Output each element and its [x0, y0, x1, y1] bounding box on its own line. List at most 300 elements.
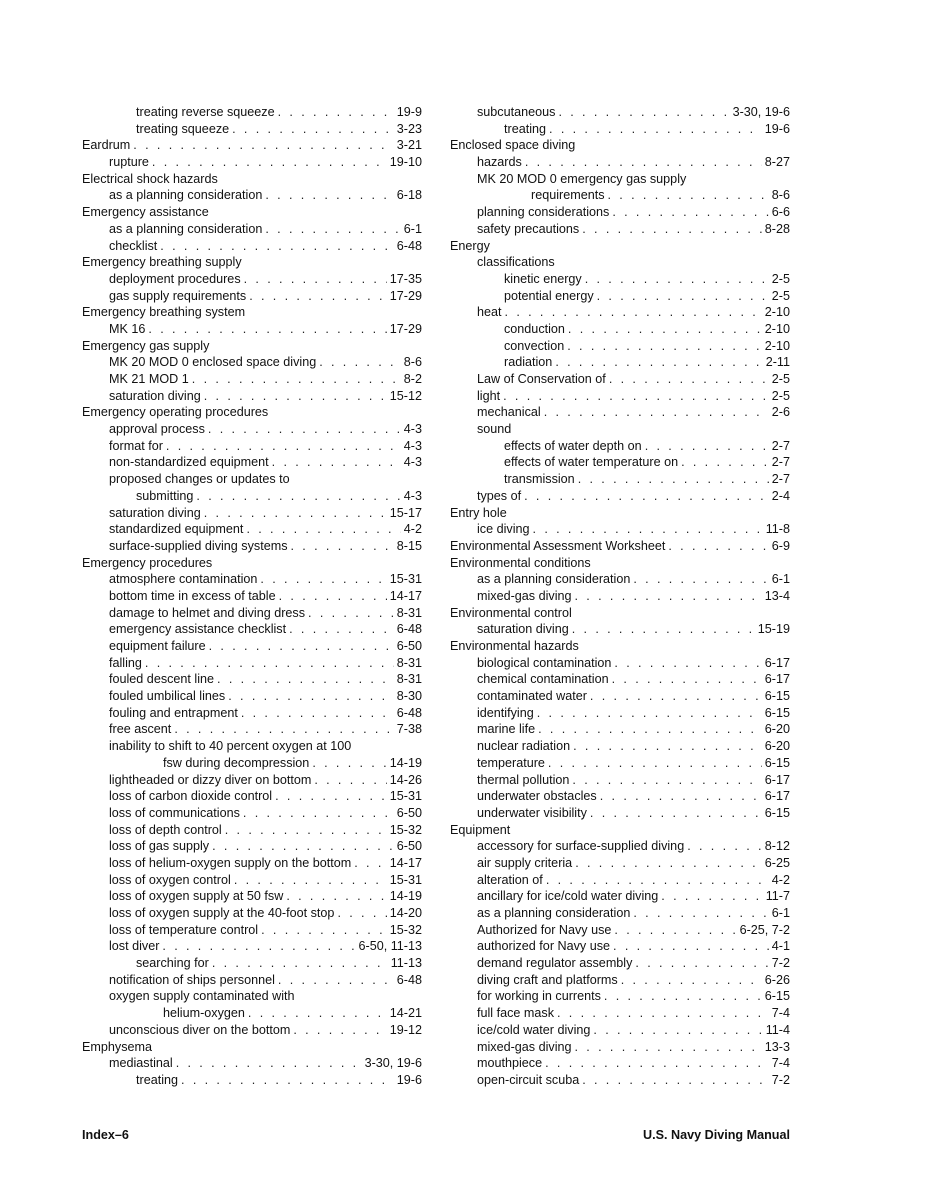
dot-leader — [279, 588, 387, 605]
index-term: gas supply requirements — [109, 288, 247, 303]
index-term: helium-oxygen — [163, 1006, 245, 1021]
dot-leader — [582, 1072, 769, 1089]
index-entry — [82, 454, 422, 471]
index-term: Energy — [450, 238, 490, 253]
dot-leader — [133, 137, 393, 154]
index-page-ref: 15-32 — [389, 822, 422, 837]
page-number: Index–6 — [82, 1128, 129, 1142]
dot-leader — [590, 688, 762, 705]
index-term: MK 21 MOD 1 — [109, 372, 189, 386]
dot-leader — [148, 321, 386, 338]
index-term: underwater visibility — [477, 805, 587, 820]
index-page-ref: 2-7 — [771, 472, 790, 487]
index-page-ref: 6-17 — [764, 772, 790, 787]
index-term: accessory for surface-supplied diving — [477, 839, 685, 854]
index-entry — [82, 221, 422, 238]
dot-leader — [166, 438, 401, 455]
index-entry — [450, 104, 790, 121]
index-page-ref: 8-12 — [764, 839, 790, 854]
index-term: alteration of — [477, 872, 543, 887]
index-page-ref: 6-50 — [396, 805, 422, 820]
index-entry — [82, 438, 422, 455]
index-page-ref: 6-15 — [764, 989, 790, 1004]
index-term: open-circuit scuba — [477, 1072, 580, 1087]
dot-leader — [278, 972, 394, 989]
index-term: submitting — [136, 488, 194, 503]
index-term: lightheaded or dizzy diver on bottom — [109, 772, 312, 787]
index-entry — [450, 755, 790, 772]
index-page-ref: 11-7 — [765, 889, 790, 904]
index-term: Emergency breathing supply — [82, 255, 242, 270]
dot-leader — [608, 187, 769, 204]
index-term: Environmental hazards — [450, 639, 579, 653]
index-term: free ascent — [109, 722, 172, 737]
index-term: equipment failure — [109, 639, 206, 653]
index-term: Environmental conditions — [450, 555, 591, 570]
index-page-ref: 14-17 — [389, 855, 422, 870]
index-page-ref: 19-6 — [396, 1072, 422, 1087]
index-page-ref: 7-2 — [771, 956, 790, 971]
index-column-right — [450, 104, 790, 1089]
index-entry — [82, 1072, 422, 1089]
index-page-ref: 6-15 — [764, 805, 790, 820]
index-entry — [450, 822, 790, 839]
index-entry — [82, 321, 422, 338]
index-entry — [82, 988, 422, 1005]
index-page-ref: 6-50, 11-13 — [358, 939, 422, 954]
index-page-ref: 6-26 — [764, 972, 790, 987]
index-entry — [450, 471, 790, 488]
index-entry — [450, 1055, 790, 1072]
index-term: diving craft and platforms — [477, 972, 618, 987]
index-entry — [450, 304, 790, 321]
document-title: U.S. Navy Diving Manual — [643, 1128, 790, 1142]
index-entry — [82, 238, 422, 255]
index-term: effects of water depth on — [504, 438, 642, 453]
index-page-ref: 15-17 — [389, 505, 422, 520]
index-term: sound — [477, 422, 512, 437]
index-entry — [82, 655, 422, 672]
index-page-ref: 7-38 — [396, 722, 422, 737]
index-page-ref: 2-5 — [771, 288, 790, 303]
dot-leader — [272, 454, 401, 471]
index-term: Emergency breathing system — [82, 305, 246, 320]
index-entry — [82, 1055, 422, 1072]
index-page-ref: 14-19 — [389, 755, 422, 770]
index-term: treating — [136, 1072, 179, 1087]
index-page-ref: 6-25 — [764, 855, 790, 870]
index-page-ref: 6-48 — [396, 622, 422, 637]
index-entry — [450, 388, 790, 405]
index-entry — [82, 1022, 422, 1039]
index-term: mediastinal — [109, 1056, 173, 1071]
index-entry — [82, 1039, 422, 1056]
index-term: standardized equipment — [109, 522, 244, 537]
index-term: light — [477, 388, 501, 403]
dot-leader — [204, 505, 387, 522]
index-term: searching for — [136, 956, 209, 971]
index-entry — [450, 621, 790, 638]
index-page-ref: 13-4 — [764, 588, 790, 603]
index-page-ref: 3-21 — [396, 138, 422, 153]
dot-leader — [572, 772, 761, 789]
index-term: MK 20 MOD 0 emergency gas supply — [477, 171, 687, 186]
index-term: for working in currents — [477, 989, 601, 1004]
index-entry — [450, 988, 790, 1005]
index-page-ref: 6-50 — [396, 639, 422, 653]
index-term: unconscious diver on the bottom — [109, 1022, 291, 1037]
index-page-ref: 15-32 — [389, 922, 422, 937]
index-entry — [82, 354, 422, 371]
dot-leader — [212, 838, 394, 855]
index-entry — [82, 621, 422, 638]
index-term: Emergency procedures — [82, 555, 213, 570]
index-term: subcutaneous — [477, 105, 556, 119]
dot-leader — [234, 872, 387, 889]
index-page-ref: 4-2 — [403, 522, 422, 537]
dot-leader — [575, 1039, 762, 1056]
index-entry — [450, 187, 790, 204]
index-entry — [82, 271, 422, 288]
index-term: falling — [109, 655, 142, 670]
dot-leader — [160, 238, 393, 255]
index-term: authorized for Navy use — [477, 939, 611, 954]
dot-leader — [174, 721, 393, 738]
index-page-ref: 6-20 — [764, 722, 790, 737]
index-page-ref: 4-3 — [403, 488, 422, 503]
index-term: damage to helmet and diving dress — [109, 605, 306, 620]
index-entry — [450, 271, 790, 288]
index-entry — [450, 738, 790, 755]
index-term: MK 20 MOD 0 enclosed space diving — [109, 355, 317, 370]
index-term: fsw during decompression — [163, 755, 310, 770]
index-entry — [82, 772, 422, 789]
index-entry — [82, 488, 422, 505]
index-page-ref: 17-35 — [389, 271, 422, 286]
index-term: emergency assistance checklist — [109, 622, 287, 637]
index-entry — [450, 555, 790, 572]
index-page-ref: 7-4 — [771, 1056, 790, 1071]
index-term: loss of helium-oxygen supply on the bottom — [109, 855, 352, 870]
index-page-ref: 4-3 — [403, 422, 422, 437]
dot-leader — [590, 805, 762, 822]
dot-leader — [538, 721, 762, 738]
index-entry — [450, 404, 790, 421]
index-page-ref: 6-9 — [771, 538, 790, 553]
index-term: non-standardized equipment — [109, 455, 269, 470]
dot-leader — [152, 154, 387, 171]
index-entry — [82, 755, 422, 772]
dot-leader — [575, 588, 762, 605]
index-term: full face mask — [477, 1006, 554, 1021]
dot-leader — [248, 1005, 387, 1022]
index-entry — [82, 421, 422, 438]
index-page-ref: 8-6 — [771, 188, 790, 203]
index-term: potential energy — [504, 288, 594, 303]
index-page-ref: 8-30 — [396, 689, 422, 704]
index-page-ref: 15-31 — [389, 872, 422, 887]
index-term: mixed-gas diving — [477, 588, 572, 603]
dot-leader — [308, 605, 394, 622]
dot-leader — [244, 271, 387, 288]
index-entry — [450, 671, 790, 688]
index-term: lost diver — [109, 939, 160, 954]
dot-leader — [546, 872, 769, 889]
dot-leader — [249, 288, 387, 305]
index-page-ref: 4-1 — [771, 939, 790, 954]
index-page-ref: 6-48 — [396, 705, 422, 720]
index-entry — [82, 121, 422, 138]
dot-leader — [593, 1022, 762, 1039]
index-entry — [450, 688, 790, 705]
index-entry — [82, 721, 422, 738]
index-term: loss of temperature control — [109, 922, 259, 937]
dot-leader — [314, 772, 386, 789]
index-page-ref: 8-31 — [396, 655, 422, 670]
index-term: fouling and entrapment — [109, 705, 238, 720]
index-page-ref: 19-6 — [764, 121, 790, 136]
dot-leader — [687, 838, 762, 855]
index-page-ref: 6-18 — [396, 188, 422, 203]
dot-leader — [319, 354, 401, 371]
dot-leader — [612, 671, 762, 688]
index-entry — [82, 955, 422, 972]
dot-leader — [613, 938, 769, 955]
dot-leader — [312, 755, 386, 772]
index-term: temperature — [477, 755, 545, 770]
index-term: kinetic energy — [504, 271, 582, 286]
index-entry — [82, 338, 422, 355]
index-term: treating — [504, 121, 547, 136]
index-term: ancillary for ice/cold water diving — [477, 889, 659, 904]
index-entry — [82, 671, 422, 688]
dot-leader — [505, 304, 762, 321]
dot-leader — [261, 922, 387, 939]
dot-leader — [354, 855, 387, 872]
index-entry — [82, 371, 422, 388]
dot-leader — [575, 855, 762, 872]
dot-leader — [604, 988, 762, 1005]
index-page-ref: 2-7 — [771, 438, 790, 453]
index-term: mechanical — [477, 405, 541, 420]
index-term: Environmental control — [450, 605, 572, 620]
index-term: oxygen supply contaminated with — [109, 989, 295, 1004]
index-page-ref: 6-17 — [764, 655, 790, 670]
index-entry — [450, 938, 790, 955]
index-term: Emergency assistance — [82, 205, 209, 220]
dot-leader — [524, 488, 769, 505]
index-term: chemical contamination — [477, 672, 609, 687]
index-page-ref: 6-50 — [396, 839, 422, 854]
index-term: fouled umbilical lines — [109, 689, 226, 704]
index-entry — [450, 1039, 790, 1056]
index-entry — [82, 738, 422, 755]
index-page-ref: 11-13 — [390, 956, 422, 971]
index-page-ref: 2-10 — [764, 305, 790, 320]
index-page-ref: 13-3 — [764, 1039, 790, 1054]
index-term: surface-supplied diving systems — [109, 538, 288, 553]
dot-leader — [614, 655, 761, 672]
dot-leader — [265, 221, 400, 238]
index-entry — [450, 805, 790, 822]
index-page-ref: 17-29 — [389, 288, 422, 303]
index-entry — [82, 588, 422, 605]
index-page-ref: 8-28 — [764, 221, 790, 236]
index-page-ref: 2-7 — [771, 455, 790, 470]
index-entry — [82, 805, 422, 822]
dot-leader — [609, 371, 769, 388]
index-page-ref: 6-15 — [764, 705, 790, 720]
index-term: deployment procedures — [109, 271, 241, 286]
dot-leader — [633, 571, 768, 588]
index-entry — [82, 638, 422, 655]
index-term: as a planning consideration — [109, 188, 263, 203]
index-entry — [450, 171, 790, 188]
index-entry — [82, 822, 422, 839]
index-term: ice/cold water diving — [477, 1022, 591, 1037]
dot-leader — [600, 788, 762, 805]
dot-leader — [181, 1072, 394, 1089]
index-term: loss of oxygen supply at the 40-foot stop — [109, 906, 335, 920]
index-term: bottom time in excess of table — [109, 588, 276, 603]
dot-leader — [503, 388, 769, 405]
index-entry — [450, 888, 790, 905]
index-entry — [82, 972, 422, 989]
index-page-ref: 4-3 — [403, 455, 422, 470]
index-entry — [82, 688, 422, 705]
index-entry — [82, 705, 422, 722]
index-entry — [450, 588, 790, 605]
index-term: biological contamination — [477, 655, 612, 670]
index-term: inability to shift to 40 percent oxygen at 100 — [109, 739, 352, 754]
dot-leader — [337, 905, 386, 922]
index-page-ref: 6-1 — [403, 221, 422, 236]
index-page-ref: 8-27 — [764, 155, 790, 170]
dot-leader — [585, 271, 769, 288]
dot-leader — [568, 321, 762, 338]
index-entry — [450, 154, 790, 171]
index-entry — [450, 788, 790, 805]
dot-leader — [225, 822, 387, 839]
index-term: effects of water temperature on — [504, 455, 679, 470]
index-entry — [450, 922, 790, 939]
index-entry — [82, 905, 422, 922]
index-entry — [450, 872, 790, 889]
dot-leader — [293, 1022, 386, 1039]
dot-leader — [582, 221, 762, 238]
index-page-ref: 6-15 — [764, 755, 790, 770]
dot-leader — [212, 955, 388, 972]
index-entry — [450, 421, 790, 438]
index-term: approval process — [109, 422, 205, 437]
index-term: MK 16 — [109, 321, 146, 336]
index-entry — [450, 1005, 790, 1022]
dot-leader — [232, 121, 394, 138]
index-term: conduction — [504, 321, 565, 336]
index-term: mouthpiece — [477, 1056, 543, 1071]
index-entry — [450, 538, 790, 555]
index-term: Equipment — [450, 822, 511, 837]
index-entry — [450, 338, 790, 355]
index-page-ref: 11-4 — [765, 1022, 790, 1037]
index-entry — [450, 838, 790, 855]
index-page-ref: 3-23 — [396, 121, 422, 136]
index-entry — [450, 288, 790, 305]
index-page-ref: 8-15 — [396, 538, 422, 553]
index-term: atmosphere contamination — [109, 572, 258, 587]
dot-leader — [545, 1055, 769, 1072]
index-page-ref: 6-17 — [764, 672, 790, 687]
index-term: convection — [504, 338, 565, 353]
dot-leader — [633, 905, 768, 922]
index-entry — [450, 1022, 790, 1039]
dot-leader — [286, 888, 386, 905]
index-entry — [82, 605, 422, 622]
index-term: checklist — [109, 238, 158, 253]
index-page-ref: 6-6 — [771, 205, 790, 220]
index-term: classifications — [477, 255, 555, 270]
index-entry — [450, 254, 790, 271]
index-page-ref: 15-31 — [389, 789, 422, 804]
index-page-ref: 14-21 — [389, 1006, 422, 1021]
dot-leader — [246, 521, 400, 538]
index-term: planning considerations — [477, 205, 610, 220]
dot-leader — [661, 888, 762, 905]
index-entry — [450, 972, 790, 989]
index-page-ref: 6-1 — [771, 572, 790, 587]
dot-leader — [243, 805, 394, 822]
index-page-ref: 15-19 — [757, 622, 790, 637]
index-entry — [82, 571, 422, 588]
index-term: notification of ships personnel — [109, 972, 275, 987]
index-entry — [82, 154, 422, 171]
index-term: as a planning consideration — [477, 906, 631, 920]
index-page-ref: 14-26 — [389, 772, 422, 787]
dot-leader — [567, 338, 762, 355]
dot-leader — [668, 538, 768, 555]
index-entry — [82, 137, 422, 154]
dot-leader — [228, 688, 394, 705]
dot-leader — [241, 705, 394, 722]
dot-leader — [621, 972, 762, 989]
index-entry — [450, 605, 790, 622]
index-entry — [450, 221, 790, 238]
index-term: format for — [109, 438, 163, 453]
dot-leader — [196, 488, 400, 505]
dot-leader — [217, 671, 394, 688]
index-entry — [450, 488, 790, 505]
index-entry — [82, 104, 422, 121]
index-entry — [450, 571, 790, 588]
index-term: Electrical shock hazards — [82, 171, 218, 186]
dot-leader — [162, 938, 355, 955]
index-term: underwater obstacles — [477, 789, 597, 804]
index-entry — [82, 888, 422, 905]
index-term: Enclosed space diving — [450, 138, 576, 153]
index-term: requirements — [531, 188, 605, 203]
dot-leader — [555, 354, 762, 371]
dot-leader — [204, 388, 387, 405]
index-term: nuclear radiation — [477, 739, 571, 754]
index-term: types of — [477, 488, 522, 503]
index-term: air supply criteria — [477, 855, 573, 870]
index-page-ref: 14-19 — [389, 889, 422, 904]
dot-leader — [572, 621, 755, 638]
index-term: Eardrum — [82, 138, 131, 153]
index-term: loss of oxygen supply at 50 fsw — [109, 889, 284, 904]
dot-leader — [635, 955, 768, 972]
index-page-ref: 8-31 — [396, 672, 422, 687]
